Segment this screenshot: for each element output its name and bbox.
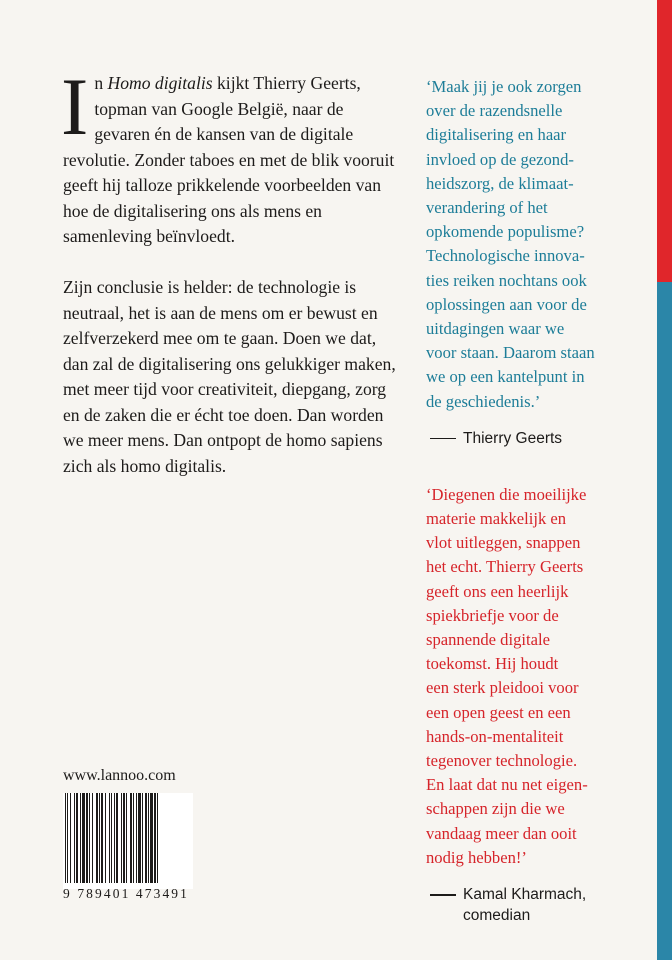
barcode-bar [111, 793, 112, 883]
barcode-bar [101, 793, 103, 883]
blurb-paragraph-2: Zijn conclusie is helder: de technologie is neutraal, het is aan de mens om er bewust en zelfverzekerd mee om te gaan. Doen we dat, dan zal de digitalisering ons gelukkiger maken, met meer tijd voor creativiteit, diepgang, zorg en de zaken die er écht toe doen. Dan worden we meer mens. Dan ontpopt de homo sapiens zich als homo digitalis. [63, 277, 396, 476]
attribution-dash [430, 438, 456, 440]
quote-line: verandering of het [426, 198, 548, 218]
quote-line: ‘Maak jij je ook zorgen [426, 77, 582, 96]
barcode-bar [126, 793, 127, 883]
teal-edge-stripe [657, 282, 672, 960]
quote-line: het echt. Thierry Geerts [426, 557, 584, 577]
attribution-dash [430, 894, 456, 896]
barcode-bar [105, 793, 106, 883]
barcode-bar [121, 793, 122, 883]
quote-line: ties reiken nochtans ook [426, 270, 587, 290]
blurb-rest: kijkt Thierry Geerts, topman van Google België, naar de gevaren én de kansen van de digitale revolutie. Zonder taboes en met de blik vooruit geeft hij talloze prikkelende voorbeelden van hoe de digitalisering ons als mens en samenleving beïnvloedt. [63, 73, 395, 246]
book-title-italic: Homo digitalis [107, 73, 213, 93]
quote-line: nodig hebben!’ [426, 847, 527, 867]
barcode-bar [82, 793, 85, 883]
quote-line: oplossingen aan voor de [426, 294, 587, 314]
blurb-column [61, 61, 403, 479]
quote-line: digitalisering en haar [426, 125, 567, 145]
quote-line: vandaag meer dan ooit [426, 823, 577, 843]
barcode-bar [92, 793, 93, 883]
barcode-bar [65, 793, 66, 883]
quote-line: spannende digitale [426, 630, 550, 650]
isbn-barcode [63, 793, 193, 889]
quote-line: we op een kantelpunt in [426, 367, 585, 387]
barcode-bar [96, 793, 98, 883]
quote-line: Technologische innova- [426, 246, 585, 266]
barcode-bar [142, 793, 143, 883]
barcode-bar [145, 793, 147, 883]
barcode-bars [63, 793, 193, 885]
isbn-number: 9 789401 473491 [63, 886, 189, 901]
blurb-lead: n [94, 73, 108, 93]
attribution-kamal-kharmach [426, 884, 648, 926]
quote-line: hands-on-mentaliteit [426, 726, 564, 746]
quote-line: tegenover technologie. [426, 751, 578, 771]
red-edge-stripe [657, 0, 672, 282]
publisher-website: www.lannoo.com [63, 767, 176, 784]
barcode-bar [86, 793, 88, 883]
barcode-bar [76, 793, 78, 883]
barcode-bar [89, 793, 90, 883]
quote-line: materie makkelijk en [426, 509, 567, 529]
barcode-bar [114, 793, 115, 883]
quote-line: een open geest en een [426, 702, 571, 722]
attribution-name: Kamal Kharmach, [463, 886, 587, 904]
drop-cap: I [61, 61, 89, 152]
quote-line: toekomst. Hij houdt [426, 654, 559, 674]
quote-line: opkomende populisme? [426, 222, 585, 242]
quote-line: uitdagingen waar we [426, 319, 565, 339]
quote-line: over de razendsnelle [426, 101, 563, 121]
blurb-paragraph-1 [61, 61, 403, 250]
barcode-bar [133, 793, 134, 883]
barcode-bar [74, 793, 75, 883]
barcode-bar [136, 793, 137, 883]
barcode-bar [138, 793, 141, 883]
attribution-role: comedian [463, 907, 531, 925]
quote-line: voor staan. Daarom staan [426, 343, 595, 363]
barcode-bar [148, 793, 149, 883]
quote-kamal-kharmach [426, 483, 648, 870]
barcode-bar [123, 793, 125, 883]
barcode-bar [99, 793, 100, 883]
quote-line: spiekbriefje voor de [426, 605, 559, 625]
quote-line: geeft ons een heerlijk [426, 581, 569, 601]
barcode-bar [150, 793, 153, 883]
barcode-bar [157, 793, 158, 883]
quote-line: En laat dat nu net eigen- [426, 775, 588, 795]
quote-line: een sterk pleidooi voor [426, 678, 579, 698]
quote-thierry-geerts [426, 75, 648, 414]
barcode-bar [70, 793, 71, 883]
barcode-bar [109, 793, 110, 883]
barcode-bar [116, 793, 118, 883]
barcode-bar [67, 793, 68, 883]
quote-line: ‘Diegenen die moeilijke [426, 484, 587, 504]
quote-line: heidszorg, de klimaat- [426, 173, 574, 193]
barcode-bar [80, 793, 81, 883]
quote-line: schappen zijn die we [426, 799, 565, 819]
quotes-column [426, 75, 648, 926]
attribution-thierry-geerts [426, 428, 648, 449]
quote-line: de geschiedenis.’ [426, 391, 541, 411]
quote-line: invloed op de gezond- [426, 149, 574, 169]
barcode-bar [130, 793, 132, 883]
attribution-name: Thierry Geerts [463, 429, 563, 447]
quote-line: vlot uitleggen, snappen [426, 533, 581, 553]
barcode-bar [154, 793, 156, 883]
